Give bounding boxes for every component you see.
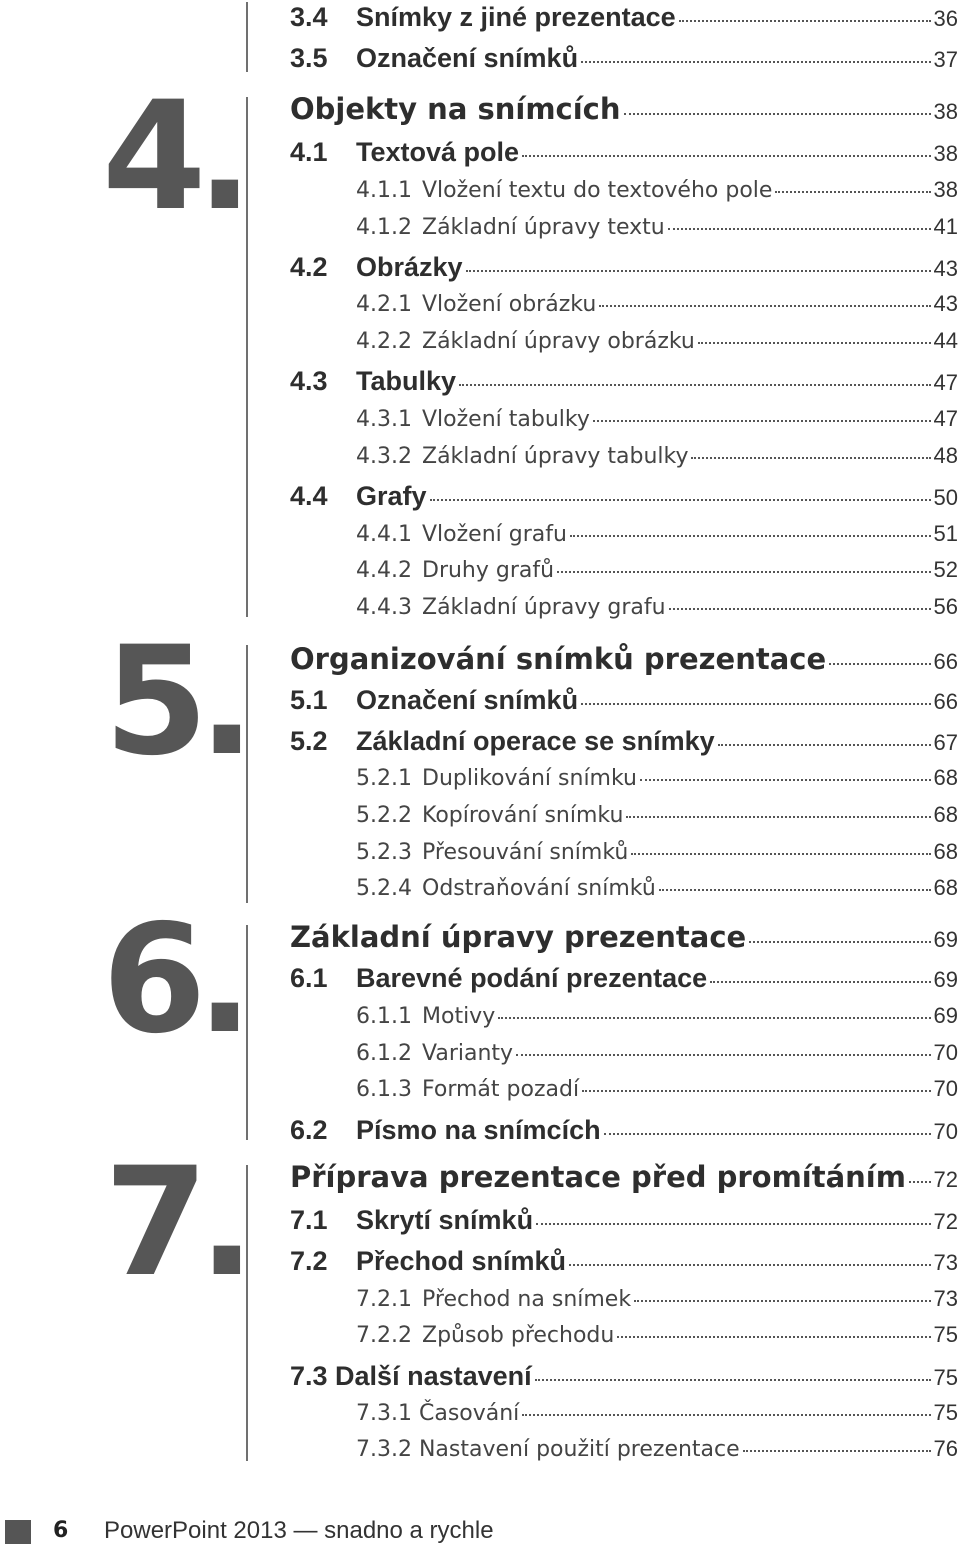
table-of-contents	[290, 0, 960, 1480]
separator-line	[246, 925, 248, 1140]
toc-subentry[interactable]: 7.3.1 Časování 75	[356, 1400, 958, 1426]
separator-line	[246, 645, 248, 903]
toc-chapter-entry[interactable]: Základní úpravy prezentace 69	[290, 920, 958, 954]
toc-entry[interactable]: 3.4 Snímky z jiné prezentace 36	[290, 2, 958, 32]
toc-subentry[interactable]: 5.2.2 Kopírování snímku 68	[356, 802, 958, 828]
toc-subentry[interactable]: 5.2.1 Duplikování snímku 68	[356, 765, 958, 791]
book-title: PowerPoint 2013 — snadno a rychle	[104, 1517, 494, 1544]
toc-subentry[interactable]: 7.2.1 Přechod na snímek 73	[356, 1286, 958, 1312]
toc-chapter-entry[interactable]: Organizování snímků prezentace 66	[290, 642, 958, 676]
toc-entry[interactable]: 4.4 Grafy 50	[290, 481, 958, 511]
toc-entry[interactable]: 7.1 Skrytí snímků 72	[290, 1205, 958, 1235]
toc-subentry[interactable]: 6.1.3 Formát pozadí 70	[356, 1076, 958, 1102]
toc-entry[interactable]: 5.2 Základní operace se snímky 67	[290, 726, 958, 756]
toc-entry[interactable]: 7.2 Přechod snímků 73	[290, 1246, 958, 1276]
toc-subentry[interactable]: 4.1.2 Základní úpravy textu 41	[356, 214, 958, 240]
toc-subentry[interactable]: 5.2.3 Přesouvání snímků 68	[356, 839, 958, 865]
page-footer	[0, 1510, 600, 1550]
toc-subentry[interactable]: 4.2.2 Základní úpravy obrázku 44	[356, 328, 958, 354]
toc-entry[interactable]: 6.1 Barevné podání prezentace 69	[290, 963, 958, 993]
toc-subentry[interactable]: 6.1.1 Motivy 69	[356, 1003, 958, 1029]
toc-subentry[interactable]: 5.2.4 Odstraňování snímků 68	[356, 875, 958, 901]
toc-entry[interactable]: 4.3 Tabulky 47	[290, 366, 958, 396]
toc-subentry[interactable]: 4.4.2 Druhy grafů 52	[356, 557, 958, 583]
chapter-number-5: 5.	[104, 615, 246, 789]
toc-entry[interactable]: 4.1 Textová pole 38	[290, 137, 958, 167]
toc-subentry[interactable]: 4.3.1 Vložení tabulky 47	[356, 406, 958, 432]
chapter-number-4: 4.	[102, 70, 244, 244]
toc-subentry[interactable]: 4.3.2 Základní úpravy tabulky 48	[356, 443, 958, 469]
toc-subentry[interactable]: 4.2.1 Vložení obrázku 43	[356, 291, 958, 317]
toc-entry[interactable]: 6.2 Písmo na snímcích 70	[290, 1115, 958, 1145]
footer-square-icon	[5, 1520, 31, 1544]
toc-entry[interactable]: 7.3 Další nastavení 75	[290, 1361, 958, 1391]
separator-line	[246, 97, 248, 617]
separator-line	[246, 2, 248, 72]
toc-subentry[interactable]: 7.2.2 Způsob přechodu 75	[356, 1322, 958, 1348]
toc-subentry[interactable]: 4.4.1 Vložení grafu 51	[356, 521, 958, 547]
chapter-number-6: 6.	[102, 893, 244, 1067]
toc-entry[interactable]: 4.2 Obrázky 43	[290, 252, 958, 282]
toc-subentry[interactable]: 6.1.2 Varianty 70	[356, 1040, 958, 1066]
toc-subentry[interactable]: 7.3.2 Nastavení použití prezentace 76	[356, 1436, 958, 1462]
chapter-number-7: 7.	[104, 1136, 246, 1310]
toc-chapter-entry[interactable]: Objekty na snímcích 38	[290, 92, 958, 126]
toc-entry[interactable]: 5.1 Označení snímků 66	[290, 685, 958, 715]
toc-subentry[interactable]: 4.4.3 Základní úpravy grafu 56	[356, 594, 958, 620]
toc-chapter-entry[interactable]: Příprava prezentace před promítáním 72	[290, 1160, 958, 1194]
separator-line	[246, 1165, 248, 1461]
toc-subentry[interactable]: 4.1.1 Vložení textu do textového pole 38	[356, 177, 958, 203]
toc-entry[interactable]: 3.5 Označení snímků 37	[290, 43, 958, 73]
page-number: 6	[53, 1518, 69, 1543]
